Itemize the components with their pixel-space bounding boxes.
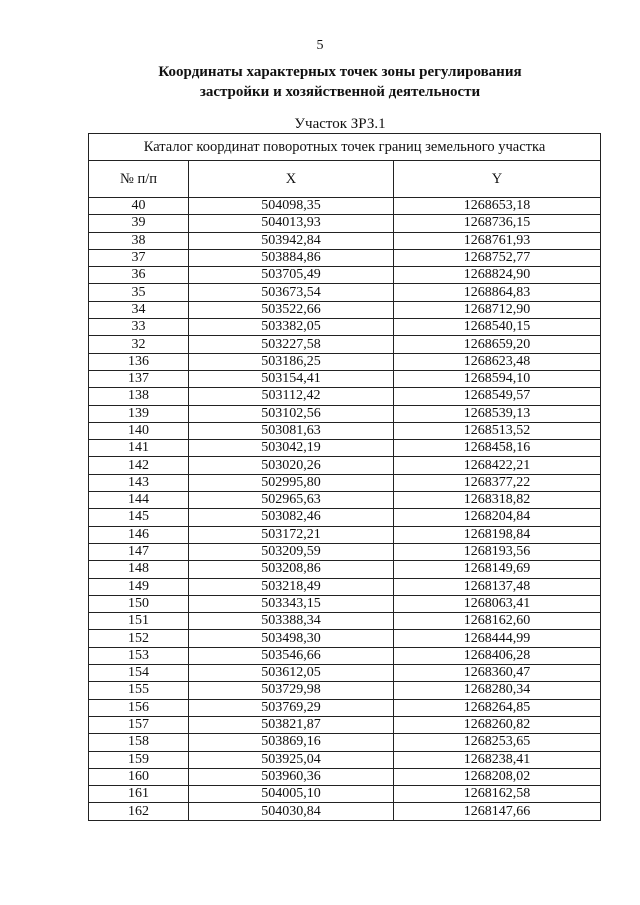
cell-y: 1268264,85 [394,699,601,716]
table-row [89,267,601,284]
cell-x: 503382,05 [189,319,394,336]
cell-y: 1268653,18 [394,198,601,215]
table-row [89,665,601,682]
cell-y: 1268238,41 [394,751,601,768]
cell-number: 144 [89,492,189,509]
cell-number: 36 [89,267,189,284]
table-row [89,595,601,612]
cell-x: 503821,87 [189,716,394,733]
table-row [89,422,601,439]
table-row [89,457,601,474]
cell-number: 33 [89,319,189,336]
cell-y: 1268444,99 [394,630,601,647]
cell-number: 142 [89,457,189,474]
section-label: Участок ЗРЗ.1 [294,116,386,132]
cell-y: 1268458,16 [394,440,601,457]
table-row [89,509,601,526]
cell-y: 1268736,15 [394,215,601,232]
cell-x: 503546,66 [189,647,394,664]
cell-x: 503869,16 [189,734,394,751]
cell-x: 503884,86 [189,249,394,266]
cell-number: 152 [89,630,189,647]
table-row [89,613,601,630]
table-row [89,405,601,422]
cell-x: 503942,84 [189,232,394,249]
table-row [89,526,601,543]
table-row [89,682,601,699]
header-x: X [189,161,394,198]
cell-y: 1268540,15 [394,319,601,336]
cell-number: 160 [89,768,189,785]
cell-y: 1268162,60 [394,613,601,630]
cell-x: 503498,30 [189,630,394,647]
table-row [89,249,601,266]
cell-y: 1268063,41 [394,595,601,612]
cell-y: 1268406,28 [394,647,601,664]
cell-y: 1268280,34 [394,682,601,699]
cell-y: 1268253,65 [394,734,601,751]
page-number: 5 [316,38,324,53]
cell-number: 141 [89,440,189,457]
table-row [89,786,601,803]
cell-number: 40 [89,198,189,215]
table-row [89,284,601,301]
table-row [89,734,601,751]
table-row [89,768,601,785]
cell-x: 504013,93 [189,215,394,232]
cell-y: 1268659,20 [394,336,601,353]
cell-number: 138 [89,388,189,405]
cell-x: 503343,15 [189,595,394,612]
cell-x: 502965,63 [189,492,394,509]
cell-x: 502995,80 [189,474,394,491]
table-caption: Каталог координат поворотных точек границ земельного участка [89,134,601,161]
cell-number: 137 [89,370,189,387]
cell-number: 32 [89,336,189,353]
cell-y: 1268162,58 [394,786,601,803]
cell-y: 1268824,90 [394,267,601,284]
cell-x: 503042,19 [189,440,394,457]
cell-x: 503218,49 [189,578,394,595]
cell-y: 1268360,47 [394,665,601,682]
cell-y: 1268761,93 [394,232,601,249]
cell-x: 503522,66 [189,301,394,318]
cell-y: 1268623,48 [394,353,601,370]
cell-y: 1268149,69 [394,561,601,578]
cell-y: 1268513,52 [394,422,601,439]
cell-number: 136 [89,353,189,370]
cell-y: 1268549,57 [394,388,601,405]
table-row [89,215,601,232]
cell-x: 503388,34 [189,613,394,630]
table-body [89,198,601,821]
cell-number: 161 [89,786,189,803]
cell-x: 503729,98 [189,682,394,699]
cell-x: 503172,21 [189,526,394,543]
title-line-1: Координаты характерных точек зоны регулирования [158,64,522,80]
table-row [89,232,601,249]
cell-number: 156 [89,699,189,716]
header-number: № п/п [89,161,189,198]
cell-y: 1268594,10 [394,370,601,387]
cell-y: 1268193,56 [394,543,601,560]
cell-x: 503020,26 [189,457,394,474]
table-row [89,319,601,336]
cell-number: 154 [89,665,189,682]
cell-y: 1268864,83 [394,284,601,301]
cell-y: 1268712,90 [394,301,601,318]
cell-x: 503960,36 [189,768,394,785]
cell-x: 503081,63 [189,422,394,439]
cell-y: 1268318,82 [394,492,601,509]
cell-y: 1268204,84 [394,509,601,526]
cell-number: 162 [89,803,189,820]
cell-number: 146 [89,526,189,543]
cell-y: 1268752,77 [394,249,601,266]
table-row [89,699,601,716]
table-row [89,370,601,387]
cell-x: 503612,05 [189,665,394,682]
table-row [89,492,601,509]
table-row [89,803,601,820]
cell-number: 38 [89,232,189,249]
cell-number: 155 [89,682,189,699]
cell-x: 503154,41 [189,370,394,387]
cell-number: 149 [89,578,189,595]
cell-y: 1268137,48 [394,578,601,595]
table-row [89,578,601,595]
cell-number: 158 [89,734,189,751]
cell-x: 503227,58 [189,336,394,353]
cell-number: 145 [89,509,189,526]
header-y: Y [394,161,601,198]
table-row [89,561,601,578]
table-row [89,353,601,370]
cell-y: 1268208,02 [394,768,601,785]
table-row [89,630,601,647]
table-row [89,474,601,491]
table-row [89,336,601,353]
cell-number: 143 [89,474,189,491]
cell-number: 153 [89,647,189,664]
cell-number: 34 [89,301,189,318]
table-row [89,301,601,318]
cell-y: 1268198,84 [394,526,601,543]
cell-x: 503082,46 [189,509,394,526]
cell-y: 1268539,13 [394,405,601,422]
coordinates-table [88,133,601,821]
cell-x: 503102,56 [189,405,394,422]
cell-number: 159 [89,751,189,768]
cell-x: 503705,49 [189,267,394,284]
table-row [89,198,601,215]
cell-x: 503673,54 [189,284,394,301]
cell-x: 503112,42 [189,388,394,405]
cell-number: 151 [89,613,189,630]
table-row [89,647,601,664]
cell-x: 503208,86 [189,561,394,578]
cell-x: 503925,04 [189,751,394,768]
cell-number: 140 [89,422,189,439]
cell-number: 157 [89,716,189,733]
cell-number: 37 [89,249,189,266]
table-row [89,543,601,560]
table-row [89,440,601,457]
table-row [89,388,601,405]
cell-x: 503186,25 [189,353,394,370]
cell-y: 1268147,66 [394,803,601,820]
document-title [0,62,640,102]
cell-x: 504030,84 [189,803,394,820]
cell-number: 150 [89,595,189,612]
cell-y: 1268260,82 [394,716,601,733]
cell-x: 504005,10 [189,786,394,803]
cell-y: 1268422,21 [394,457,601,474]
table-row [89,716,601,733]
cell-number: 139 [89,405,189,422]
cell-number: 147 [89,543,189,560]
cell-number: 39 [89,215,189,232]
cell-number: 148 [89,561,189,578]
cell-y: 1268377,22 [394,474,601,491]
cell-x: 504098,35 [189,198,394,215]
table-row [89,751,601,768]
cell-number: 35 [89,284,189,301]
title-line-2: застройки и хозяйственной деятельности [199,84,481,100]
cell-x: 503769,29 [189,699,394,716]
cell-x: 503209,59 [189,543,394,560]
